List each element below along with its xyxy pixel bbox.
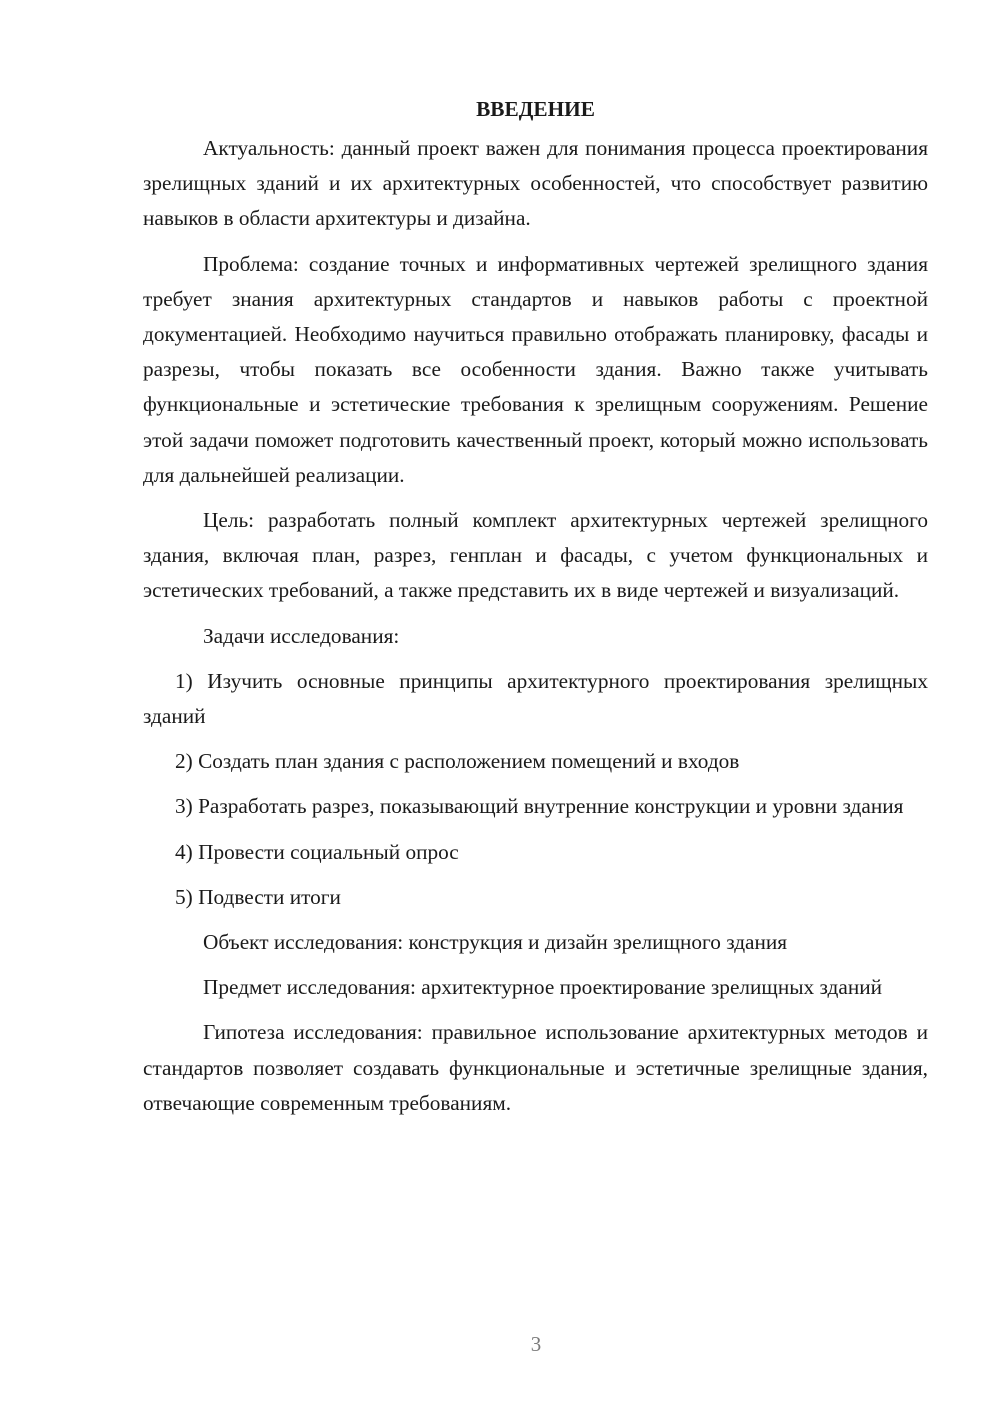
paragraph-relevance: Актуальность: данный проект важен для понимания процесса проектирования зрелищных зданий и их архитектурных особенностей, что способствует развитию навыков в области архитектуры и дизайна.: [143, 136, 928, 231]
paragraph-goal: Цель: разработать полный комплект архитектурных чертежей зрелищного здания, включая план, разрез, генплан и фасады, с учетом функциональных и эстетических требований, а также представить их в виде чертежей и визуализаций.: [143, 508, 928, 603]
paragraph-object: Объект исследования: конструкция и дизайн зрелищного здания: [203, 930, 788, 955]
task-item-3: 3) Разработать разрез, показывающий внутренние конструкции и уровни здания: [175, 794, 904, 819]
task-item-1: 1) Изучить основные принципы архитектурного проектирования зрелищных зданий: [143, 668, 928, 729]
page-number: 3: [530, 1332, 542, 1356]
paragraph-problem: Проблема: создание точных и информативных чертежей зрелищного здания требует знания архитектурных стандартов и навыков работы с проектной документацией. Необходимо научиться правильно отображать планировку, фасады и разрезы, чтобы показать все особенности здания. Важно также учитывать функциональные и эстетические требования к зрелищным сооружениям. Решение этой задачи поможет подготовить качественный проект, который можно использовать для дальнейшей реализации.: [143, 251, 928, 487]
paragraph-subject: Предмет исследования: архитектурное проектирование зрелищных зданий: [203, 975, 883, 1000]
section-title: ВВЕДЕНИЕ: [476, 97, 595, 121]
task-item-5: 5) Подвести итоги: [175, 884, 341, 909]
page-content: [143, 92, 928, 1131]
task-item-4: 4) Провести социальный опрос: [175, 839, 459, 864]
paragraph-tasks-heading: Задачи исследования:: [203, 623, 400, 648]
task-item-2: 2) Создать план здания с расположением помещений и входов: [175, 749, 740, 774]
paragraph-hypothesis: Гипотеза исследования: правильное использование архитектурных методов и стандартов позволяет создавать функциональные и эстетичные зрелищные здания, отвечающие современным требованиям.: [143, 1020, 928, 1115]
